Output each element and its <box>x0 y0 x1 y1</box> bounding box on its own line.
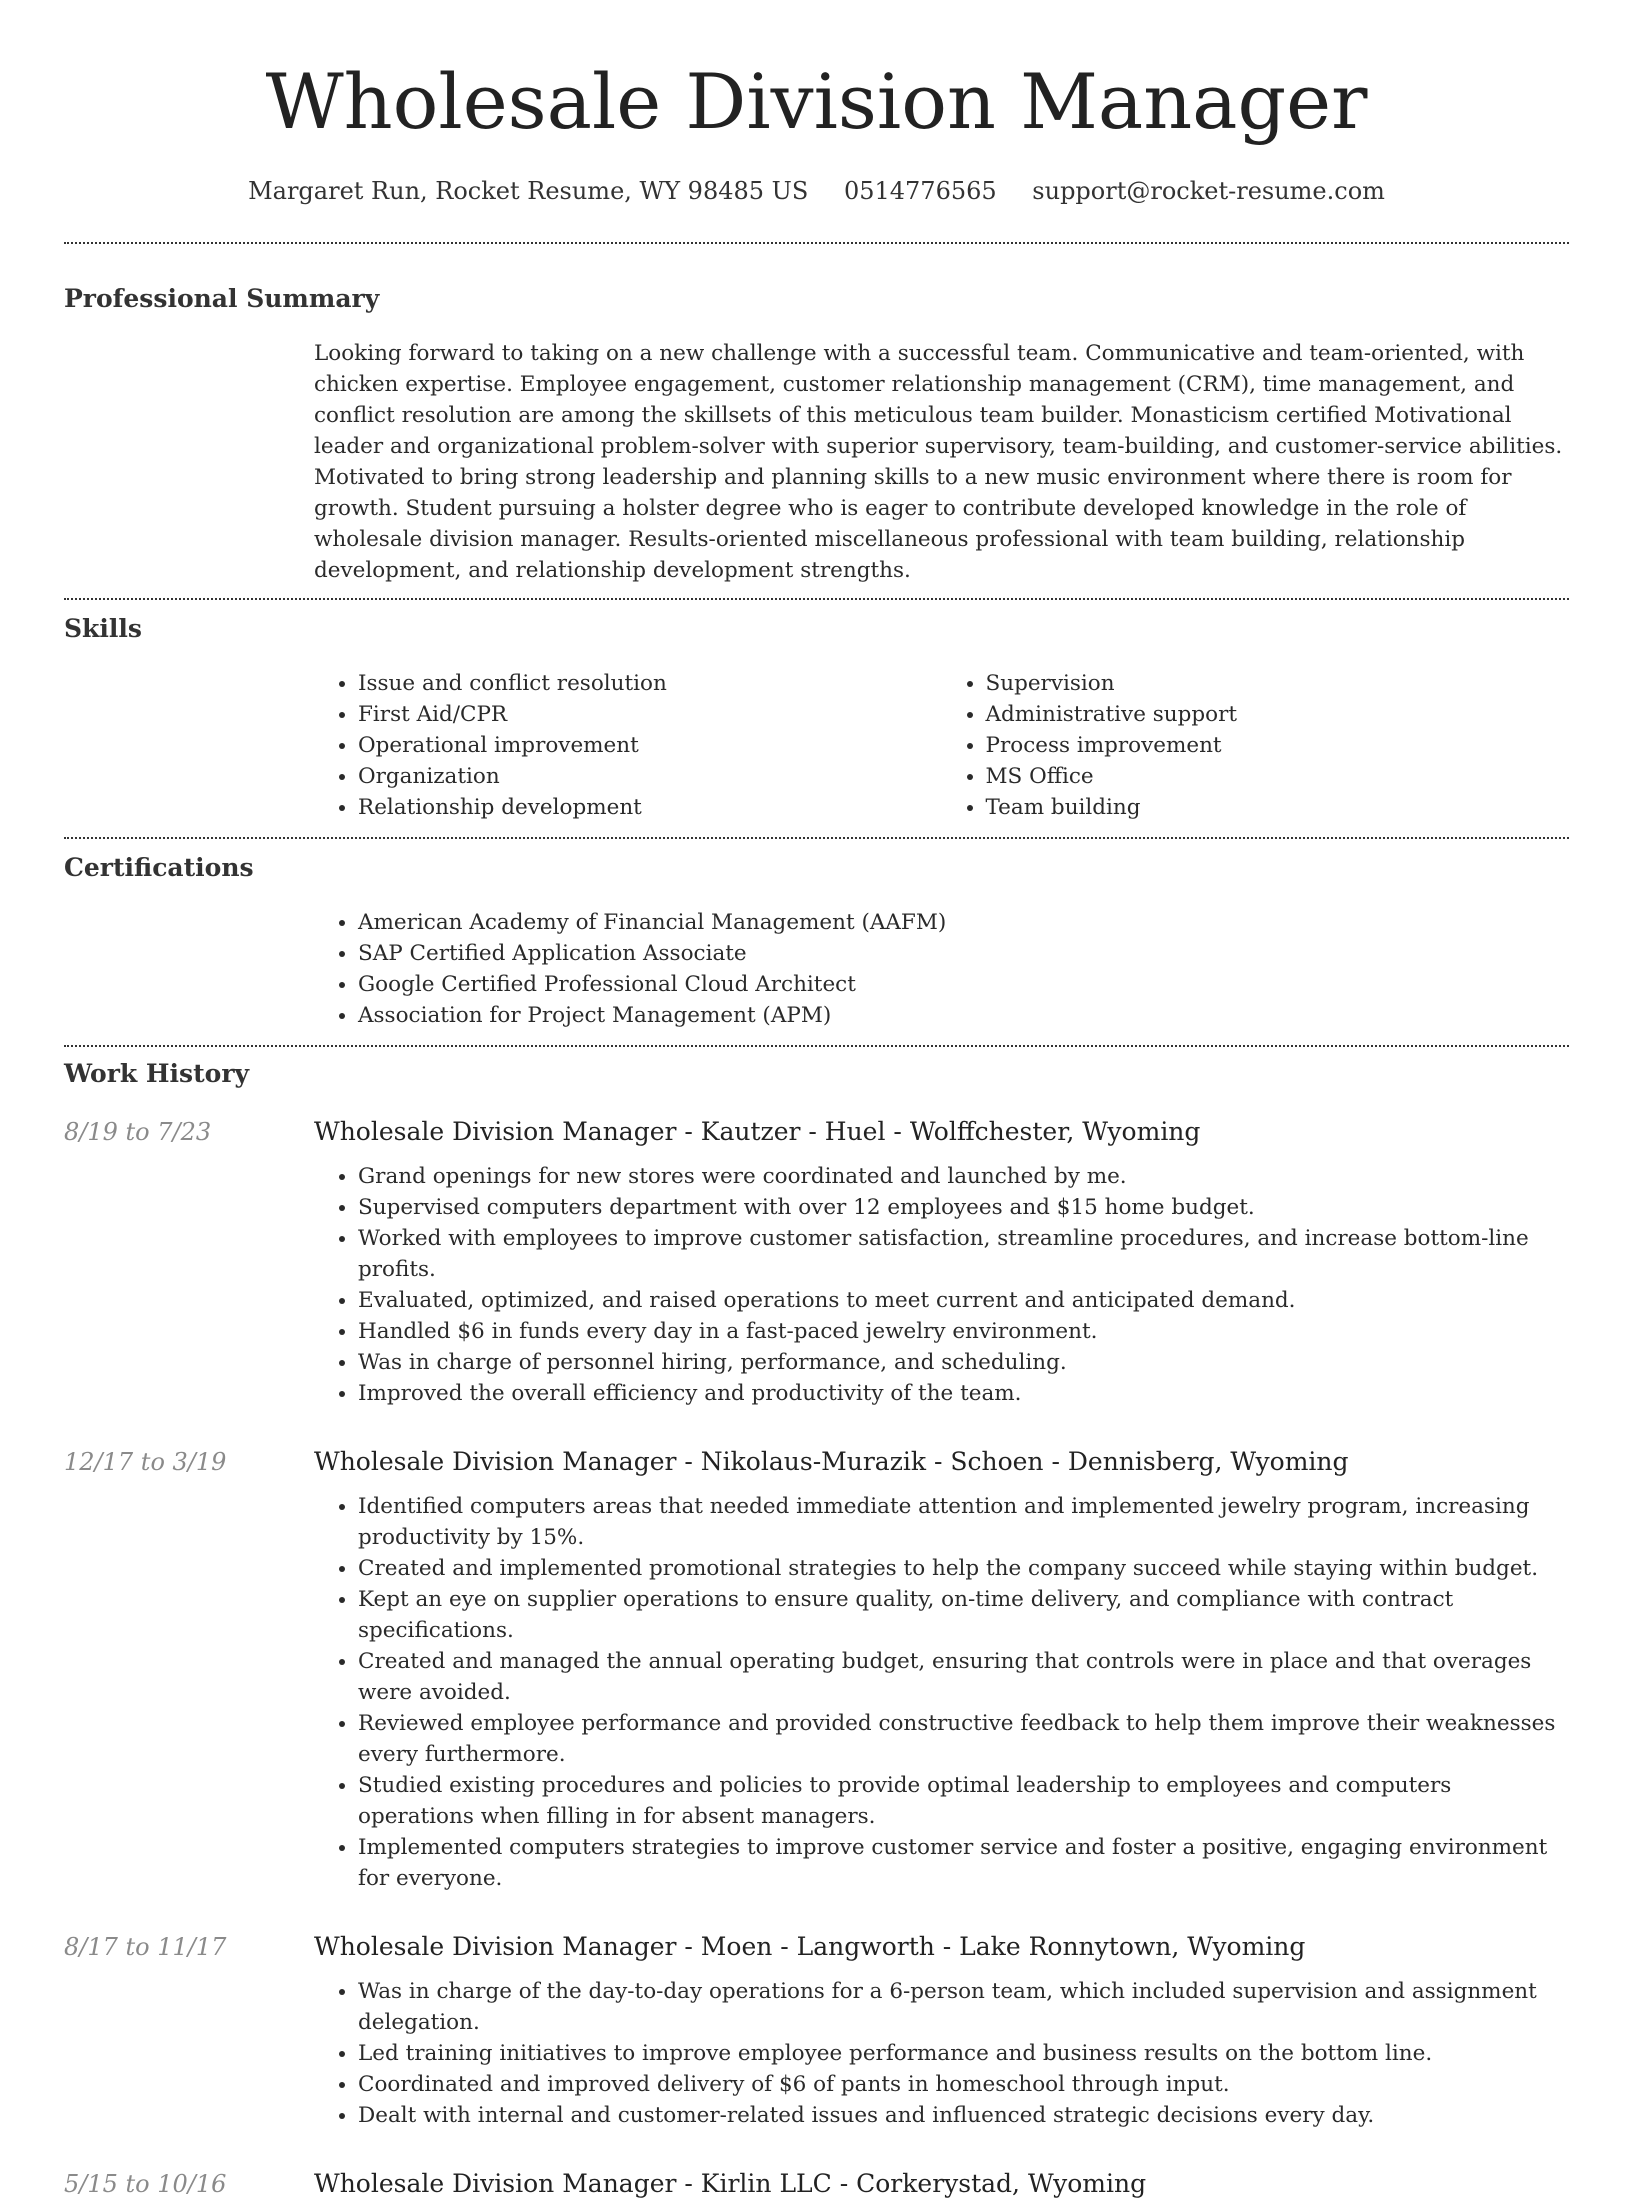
certifications-section <box>64 851 1569 1031</box>
skill-item: • MS Office <box>986 761 1570 792</box>
job-bullet: • Identified computers areas that needed immediate attention and implemented jewelry program, increasing productivity by 15%. <box>358 1491 1569 1553</box>
divider <box>64 837 1569 839</box>
job-bullets <box>314 1491 1569 1894</box>
skill-item: • Team building <box>986 792 1570 823</box>
section-title-work: Work History <box>64 1059 250 1088</box>
summary-section <box>64 282 1569 586</box>
job-heading: Wholesale Division Manager - Nikolaus-Murazik - Schoen - Dennisberg, Wyoming <box>314 1447 1349 1476</box>
job-dates: 5/15 to 10/16 <box>64 2170 227 2198</box>
job-heading: Wholesale Division Manager - Moen - Langworth - Lake Ronnytown, Wyoming <box>314 1932 1306 1961</box>
skill-item: • Administrative support <box>986 699 1570 730</box>
skill-item: • Operational improvement <box>358 730 942 761</box>
skill-item: • Supervision <box>986 668 1570 699</box>
contact-line <box>64 176 1569 206</box>
section-title-skills: Skills <box>64 614 142 643</box>
job-bullet: • Grand openings for new stores were coordinated and launched by me. <box>358 1161 1569 1192</box>
certification-item: • Google Certified Professional Cloud Architect <box>358 969 1569 1000</box>
job-entry <box>64 1115 1569 1409</box>
skills-section <box>64 612 1569 823</box>
job-dates: 8/17 to 11/17 <box>64 1933 227 1961</box>
job-bullet: • Coordinated and improved delivery of $6 of pants in homeschool through input. <box>358 2069 1569 2100</box>
section-title-summary: Professional Summary <box>64 284 380 313</box>
job-dates: 8/19 to 7/23 <box>64 1118 212 1146</box>
skills-list-left <box>314 668 942 823</box>
certifications-list <box>314 907 1569 1031</box>
skills-columns <box>314 668 1569 823</box>
job-bullet: • Supervised computers department with over 12 employees and $15 home budget. <box>358 1192 1569 1223</box>
skill-item: • Relationship development <box>358 792 942 823</box>
job-entry <box>64 1930 1569 2131</box>
skill-item: • Organization <box>358 761 942 792</box>
divider <box>64 598 1569 600</box>
job-bullets <box>314 1161 1569 1409</box>
divider <box>64 1045 1569 1047</box>
job-bullet: • Created and implemented promotional strategies to help the company succeed while staying within budget. <box>358 1553 1569 1584</box>
resume-page <box>64 0 1569 2201</box>
resume-title: Wholesale Division Manager <box>265 57 1368 146</box>
job-bullet: • Created and managed the annual operating budget, ensuring that controls were in place and that overages were avoided. <box>358 1646 1569 1708</box>
certifications-body <box>314 907 1569 1031</box>
skills-list-right <box>942 668 1570 823</box>
job-bullet: • Dealt with internal and customer-related issues and influenced strategic decisions every day. <box>358 2100 1569 2131</box>
job-dates: 12/17 to 3/19 <box>64 1448 227 1476</box>
job-bullet: • Studied existing procedures and policies to provide optimal leadership to employees and computers operations when filling in for absent managers. <box>358 1770 1569 1832</box>
job-bullet: • Reviewed employee performance and provided constructive feedback to help them improve their weaknesses every furthermore. <box>358 1708 1569 1770</box>
job-heading: Wholesale Division Manager - Kirlin LLC - Corkerystad, Wyoming <box>314 2169 1147 2198</box>
job-bullet: • Was in charge of the day-to-day operations for a 6-person team, which included supervision and assignment delegation. <box>358 1976 1569 2038</box>
section-title-certifications: Certifications <box>64 853 254 882</box>
certification-item: • SAP Certified Application Associate <box>358 938 1569 969</box>
contact-phone: 0514776565 <box>843 177 997 205</box>
divider <box>64 242 1569 244</box>
job-heading: Wholesale Division Manager - Kautzer - Huel - Wolffchester, Wyoming <box>314 1117 1201 1146</box>
job-bullet: • Improved the overall efficiency and productivity of the team. <box>358 1378 1569 1409</box>
job-bullet: • Handled $6 in funds every day in a fast-paced jewelry environment. <box>358 1316 1569 1347</box>
job-bullet: • Was in charge of personnel hiring, performance, and scheduling. <box>358 1347 1569 1378</box>
job-bullet: • Kept an eye on supplier operations to ensure quality, on-time delivery, and compliance with contract specifications. <box>358 1584 1569 1646</box>
certification-item: • American Academy of Financial Management (AAFM) <box>358 907 1569 938</box>
work-section <box>64 1057 1569 2201</box>
job-bullet: • Led training initiatives to improve employee performance and business results on the bottom line. <box>358 2038 1569 2069</box>
job-bullet: • Evaluated, optimized, and raised operations to meet current and anticipated demand. <box>358 1285 1569 1316</box>
skill-item: • First Aid/CPR <box>358 699 942 730</box>
job-bullet: • Implemented computers strategies to improve customer service and foster a positive, engaging environment for everyone. <box>358 1832 1569 1894</box>
skill-item: • Process improvement <box>986 730 1570 761</box>
certification-item: • Association for Project Management (APM) <box>358 1000 1569 1031</box>
job-bullets <box>314 1976 1569 2131</box>
contact-email: support@rocket-resume.com <box>1032 177 1385 205</box>
skill-item: • Issue and conflict resolution <box>358 668 942 699</box>
job-entry <box>64 1445 1569 1894</box>
contact-address: Margaret Run, Rocket Resume, WY 98485 US <box>248 177 809 205</box>
summary-text: Looking forward to taking on a new challenge with a successful team. Communicative and team-oriented, with chicken expertise. Employee engagement, customer relationship management (CRM), time management, and conflict resolution are among the skillsets of this meticulous team builder. Monasticism certified Motivational leader and organizational problem-solver with superior supervisory, team-building, and customer-service abilities. Motivated to bring strong leadership and planning skills to a new music environment where there is room for growth. Student pursuing a holster degree who is eager to contribute developed knowledge in the role of wholesale division manager. Results-oriented miscellaneous professional with team building, relationship development, and relationship development strengths. <box>314 341 1563 583</box>
job-entry <box>64 2167 1569 2201</box>
job-bullet: • Worked with employees to improve customer satisfaction, streamline procedures, and increase bottom-line profits. <box>358 1223 1569 1285</box>
